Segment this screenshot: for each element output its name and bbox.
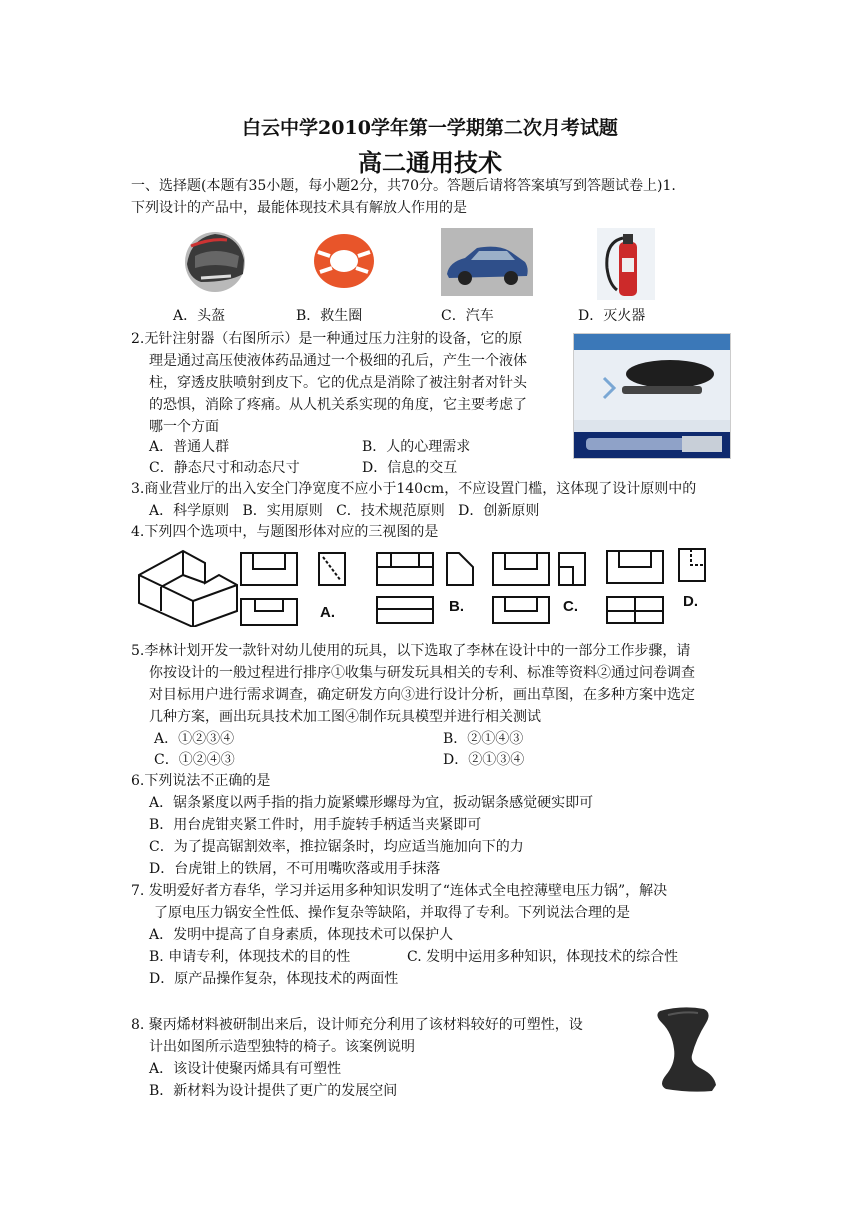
q1-stem: 下列设计的产品中，最能体现技术具有解放人作用的是 bbox=[131, 200, 467, 216]
q8-line-1: 8. 聚丙烯材料被研制出来后，设计师充分利用了该材料较好的可塑性，设 bbox=[131, 1017, 583, 1033]
q5-line-3: 对目标用户进行需求调查，确定研发方向③进行设计分析，画出草图，在多种方案中选定 bbox=[149, 687, 695, 703]
fire-extinguisher-image bbox=[597, 228, 655, 300]
q3-stem: 3.商业营业厅的出入安全门净宽度不应小于140cm，不应设置门槛，这体现了设计原则中的 bbox=[131, 481, 697, 497]
q8-option-b: B．新材料为设计提供了更广的发展空间 bbox=[149, 1083, 398, 1099]
q7-option-b: B. 申请专利，体现技术的目的性 bbox=[149, 949, 351, 965]
q2-line-1: 2.无针注射器（右图所示）是一种通过压力注射的设备，它的原 bbox=[131, 331, 523, 347]
q5-option-d: D．②①③④ bbox=[443, 752, 525, 768]
exam-title: 白云中学2010学年第一学期第二次月考试题 bbox=[242, 117, 618, 139]
helmet-image bbox=[181, 226, 248, 296]
q1-option-d: D．灭火器 bbox=[578, 308, 646, 324]
q2-line-4: 的恐惧，消除了疼痛。从人机关系实现的角度，它主要考虑了 bbox=[149, 397, 527, 413]
q4-stem: 4.下列四个选项中，与题图形体对应的三视图的是 bbox=[131, 524, 439, 540]
q2-option-d: D．信息的交互 bbox=[362, 460, 458, 476]
q6-option-b: B．用台虎钳夹紧工件时，用手旋转手柄适当夹紧即可 bbox=[149, 817, 482, 833]
q4-isometric-figure bbox=[139, 551, 237, 627]
q6-option-c: C．为了提高锯割效率，推拉锯条时，均应适当施加向下的力 bbox=[149, 839, 524, 855]
q4-label-b: B. bbox=[449, 598, 464, 615]
q4-figures bbox=[133, 545, 733, 627]
q5-option-a: A．①②③④ bbox=[154, 731, 235, 747]
q2-line-2: 理是通过高压使液体药品通过一个极细的孔后，产生一个液体 bbox=[149, 353, 527, 369]
q5-line-4: 几种方案，画出玩具技术加工图④制作玩具模型并进行相关测试 bbox=[149, 709, 541, 725]
q6-option-d: D．台虎钳上的铁屑，不可用嘴吹落或用手抹落 bbox=[149, 861, 441, 877]
chair-image bbox=[652, 1005, 722, 1095]
q3-options: A．科学原则 B．实用原则 C．技术规范原则 D．创新原则 bbox=[149, 503, 540, 519]
q2-line-3: 柱，穿透皮肤喷射到皮下。它的优点是消除了被注射者对针头 bbox=[149, 375, 527, 391]
q2-option-c: C．静态尺寸和动态尺寸 bbox=[149, 460, 300, 476]
q5-option-c: C．①②④③ bbox=[154, 752, 235, 768]
q6-option-a: A．锯条紧度以两手指的指力旋紧蝶形螺母为宜，扳动锯条感觉硬实即可 bbox=[149, 795, 594, 811]
q6-stem: 6.下列说法不正确的是 bbox=[131, 773, 271, 789]
q7-line-1: 7. 发明爱好者方春华，学习并运用多种知识发明了“连体式全电控薄壁电压力锅”，解决 bbox=[131, 883, 668, 899]
q4-label-c: C. bbox=[563, 598, 578, 615]
q5-option-b: B．②①④③ bbox=[443, 731, 524, 747]
q2-line-5: 哪一个方面 bbox=[149, 419, 219, 435]
q2-option-b: B．人的心理需求 bbox=[362, 439, 471, 455]
q7-option-d: D．原产品操作复杂，体现技术的两面性 bbox=[149, 971, 399, 987]
q1-option-b: B．救生圈 bbox=[296, 308, 363, 324]
q5-line-1: 5.李林计划开发一款针对幼儿使用的玩具，以下选取了李林在设计中的一部分工作步骤，请 bbox=[131, 643, 691, 659]
q4-label-a: A. bbox=[320, 604, 335, 621]
q1-option-c: C．汽车 bbox=[441, 308, 494, 324]
q8-option-a: A．该设计使聚丙烯具有可塑性 bbox=[149, 1061, 342, 1077]
section-intro: 一、选择题(本题有35小题，每小题2分，共70分。答题后请将答案填写到答题试卷上)1. bbox=[131, 178, 676, 194]
needle-free-injector-image bbox=[573, 333, 731, 459]
q1-option-a: A．头盔 bbox=[173, 308, 226, 324]
q7-line-2: 了原电压力锅安全性低、操作复杂等缺陷，并取得了专利。下列说法合理的是 bbox=[154, 905, 630, 921]
q2-option-a: A．普通人群 bbox=[149, 439, 230, 455]
q7-option-c: C. 发明中运用多种知识，体现技术的综合性 bbox=[407, 949, 679, 965]
lifebuoy-image bbox=[310, 228, 378, 294]
q8-line-2: 计出如图所示造型独特的椅子。该案例说明 bbox=[149, 1039, 415, 1055]
car-image bbox=[441, 228, 533, 296]
q5-line-2: 你按设计的一般过程进行排序①收集与研发玩具相关的专利、标准等资料②通过问卷调查 bbox=[149, 665, 695, 681]
q7-option-a: A．发明中提高了自身素质，体现技术可以保护人 bbox=[149, 927, 454, 943]
q4-label-d: D. bbox=[683, 593, 698, 610]
subject-title: 高二通用技术 bbox=[358, 148, 502, 177]
